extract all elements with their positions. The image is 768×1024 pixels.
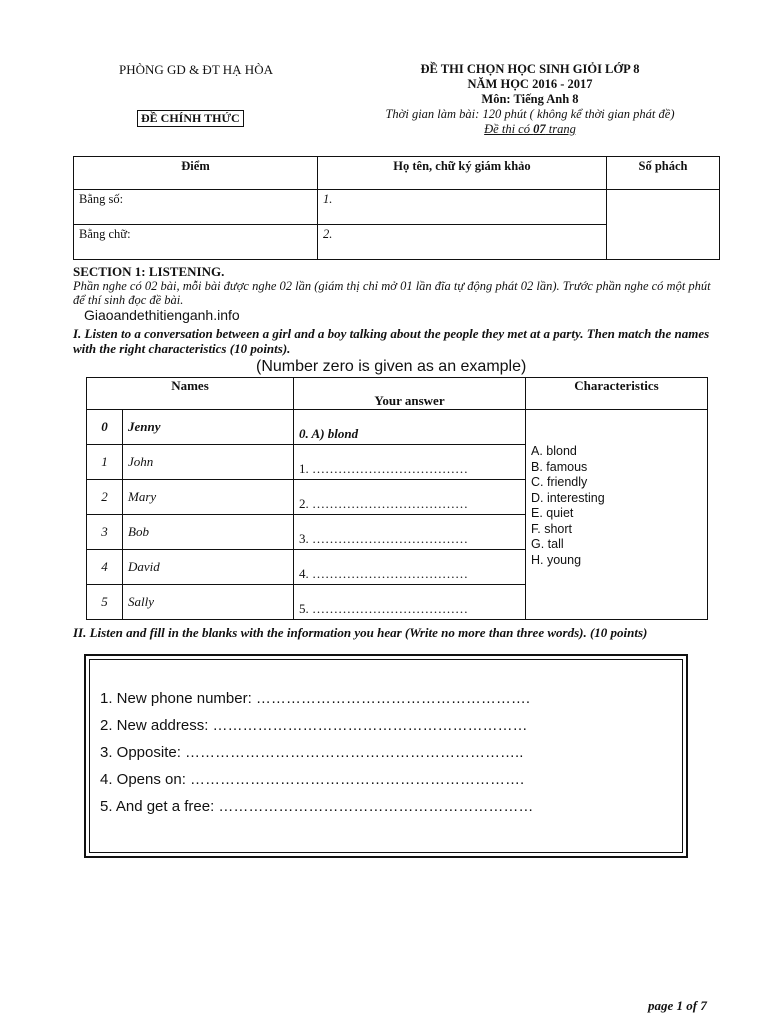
row-name: Jenny xyxy=(123,410,294,445)
examiner-1: 1. xyxy=(318,190,607,225)
section-note: Phần nghe có 02 bài, mỗi bài được nghe 02 lần (giám thị chỉ mở 01 lần đĩa tự động phát 02 lần). Trước phần nghe có một phút để thí sinh đọc đề bài. xyxy=(73,279,711,307)
row-number: 3 xyxy=(87,515,123,550)
row-name: Bob xyxy=(123,515,294,550)
example-note: (Number zero is given as an example) xyxy=(256,358,527,375)
fill-in-box xyxy=(84,654,688,858)
fill-in-box-inner xyxy=(89,659,683,853)
characteristic-item: G. tall xyxy=(531,537,564,551)
row-answer[interactable]: 3. ……………………………… xyxy=(294,515,526,550)
answer-header: Your answer xyxy=(294,378,526,410)
characteristic-item: F. short xyxy=(531,521,572,536)
row-name: Sally xyxy=(123,585,294,620)
characteristic-item: A. blond xyxy=(531,444,577,458)
row-name: David xyxy=(123,550,294,585)
row-number: 0 xyxy=(87,410,123,445)
characteristic-item: B. famous xyxy=(531,459,588,474)
examiner-2: 2. xyxy=(318,225,607,260)
match-table xyxy=(86,377,708,620)
task1-instructions: I. Listen to a conversation between a girl and a boy talking about the people they met at a party. Then match the names with the right characteristics (10 points). xyxy=(73,326,710,356)
row-number: 5 xyxy=(87,585,123,620)
fill-line-2[interactable]: 2. New address: ……………………………………………………… xyxy=(100,717,528,734)
row-answer[interactable]: 4. ……………………………… xyxy=(294,550,526,585)
score-table xyxy=(73,156,720,260)
row-answer[interactable]: 5. ……………………………… xyxy=(294,585,526,620)
fill-line-3[interactable]: 3. Opposite: ………………………………………………………….. xyxy=(100,744,524,761)
exam-title: ĐỀ THI CHỌN HỌC SINH GIỎI LỚP 8 xyxy=(420,62,640,76)
page-number: page 1 of 7 xyxy=(648,998,707,1013)
row-name: Mary xyxy=(123,480,294,515)
score-words-label: Bằng chữ: xyxy=(74,225,318,260)
exam-header xyxy=(340,62,720,137)
row-number: 4 xyxy=(87,550,123,585)
row-number: 2 xyxy=(87,480,123,515)
time-allowed: Thời gian làm bài: 120 phút ( không kể thời gian phát đề) xyxy=(385,107,675,121)
code-header: Số phách xyxy=(607,157,720,190)
characteristic-item: H. young xyxy=(531,552,582,567)
row-answer[interactable]: 2. ……………………………… xyxy=(294,480,526,515)
fill-line-1[interactable]: 1. New phone number: ………………………………………………. xyxy=(100,690,531,707)
characteristics-list xyxy=(526,410,708,620)
row-number: 1 xyxy=(87,445,123,480)
table-row xyxy=(87,410,708,445)
department-name: PHÒNG GD & ĐT HẠ HÒA xyxy=(119,62,273,77)
code-cell xyxy=(607,190,720,260)
fill-line-4[interactable]: 4. Opens on: …………………………………………………………. xyxy=(100,771,525,788)
row-answer[interactable]: 1. ……………………………… xyxy=(294,445,526,480)
score-number-label: Bằng số: xyxy=(74,190,318,225)
subject: Môn: Tiếng Anh 8 xyxy=(481,92,579,106)
names-header: Names xyxy=(87,378,294,410)
row-answer: 0. A) blond xyxy=(294,410,526,445)
row-name: John xyxy=(123,445,294,480)
fill-line-5[interactable]: 5. And get a free: ……………………………………………………… xyxy=(100,798,534,815)
school-year: NĂM HỌC 2016 - 2017 xyxy=(467,77,593,91)
score-header: Điểm xyxy=(74,157,318,190)
characteristic-item: C. friendly xyxy=(531,475,588,489)
characteristic-item: E. quiet xyxy=(531,506,574,520)
characteristic-item: D. interesting xyxy=(531,490,605,505)
page-count: Đề thi có 07 trang xyxy=(484,122,576,136)
characteristics-header: Characteristics xyxy=(526,378,708,410)
watermark-text: Giaoandethitienganh.info xyxy=(84,307,240,323)
examiner-header: Họ tên, chữ ký giám khảo xyxy=(318,157,607,190)
section-title: SECTION 1: LISTENING. xyxy=(73,264,225,279)
task2-instructions: II. Listen and fill in the blanks with the information you hear (Write no more than three words). (10 points) xyxy=(73,625,648,640)
official-label: ĐỀ CHÍNH THỨC xyxy=(137,110,244,127)
